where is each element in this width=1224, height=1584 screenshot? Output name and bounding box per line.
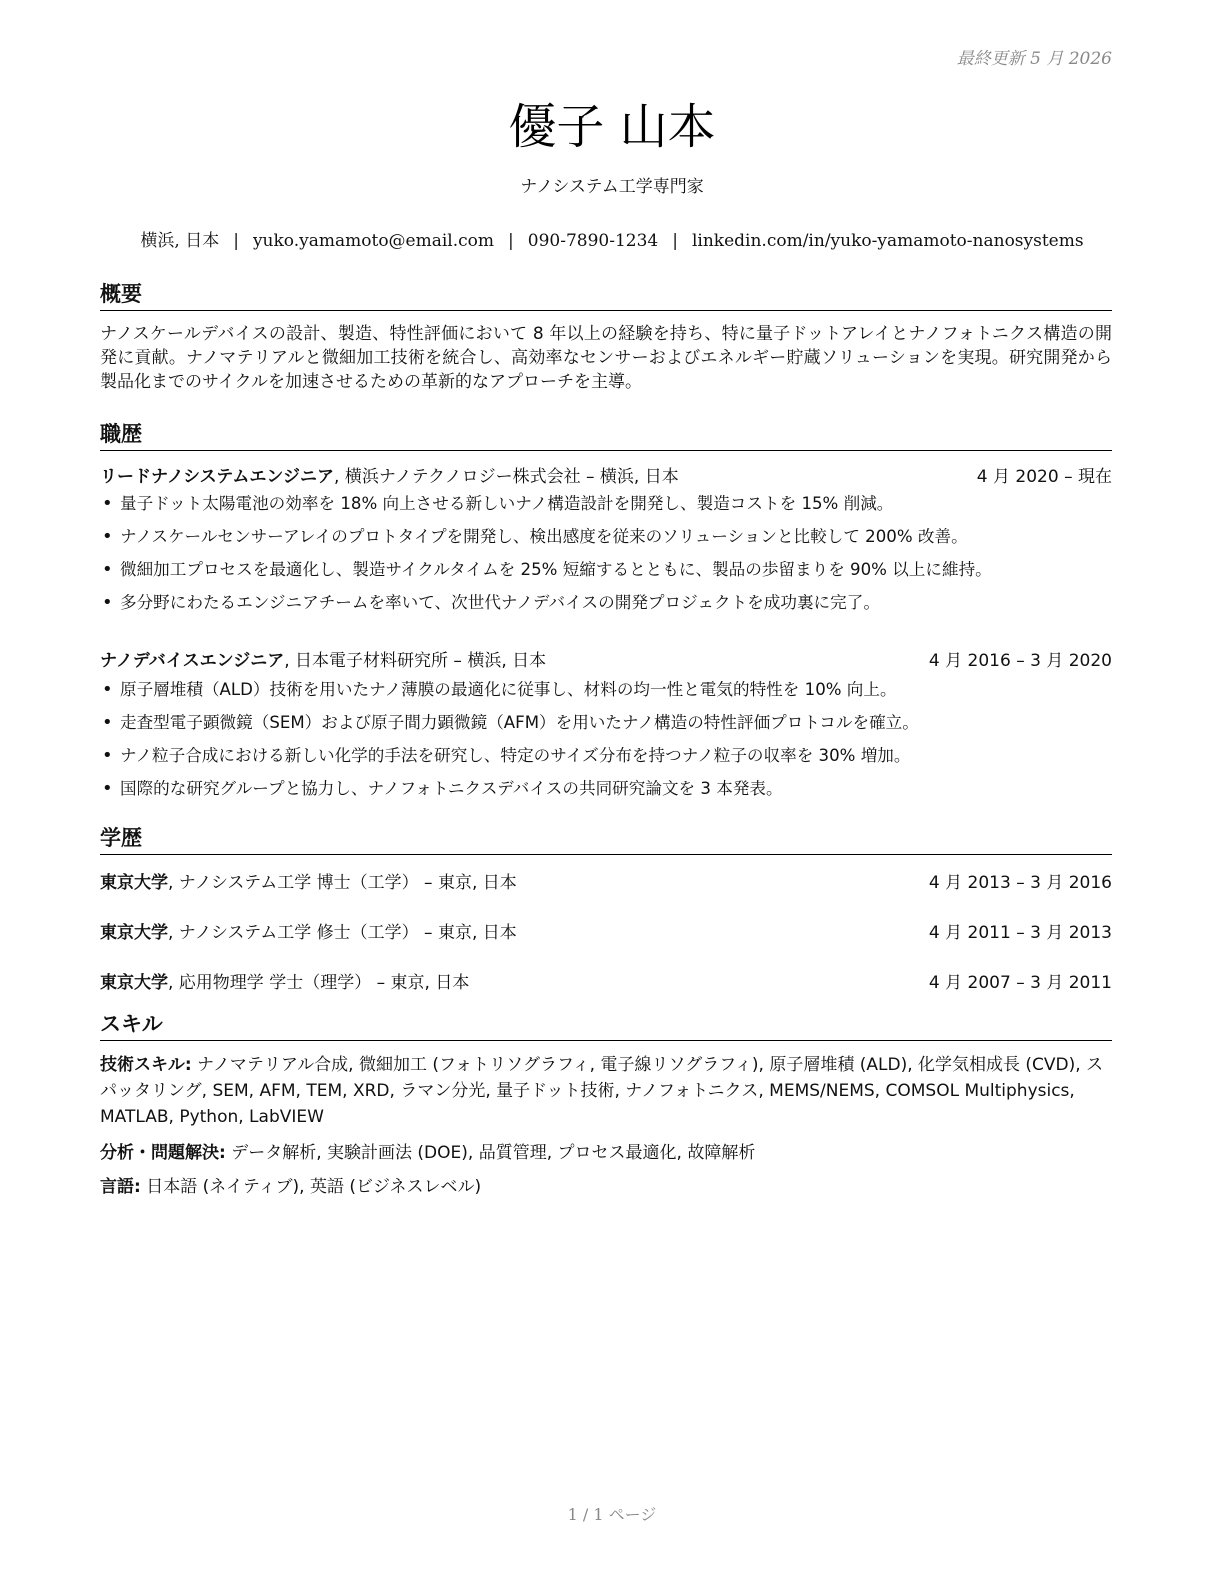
experience-section-title: 職歴 xyxy=(100,418,1112,451)
contact-separator: | xyxy=(508,231,514,251)
education-dates: 4 月 2013 – 3 月 2016 xyxy=(928,873,1112,893)
job-employer: , 日本電子材料研究所 – 横浜, 日本 xyxy=(284,651,547,671)
bullet-item: • 走査型電子顕微鏡（SEM）および原子間力顕微鏡（AFM）を用いたナノ構造の特性評価プロトコルを確立。 xyxy=(100,711,1120,744)
education-school: 東京大学 xyxy=(100,923,168,943)
skills-label: 技術スキル: xyxy=(100,1055,192,1075)
skills-line xyxy=(100,1052,1112,1130)
job-heading xyxy=(100,462,1112,487)
contact-line xyxy=(0,226,1224,251)
summary-text: ナノスケールデバイスの設計、製造、特性評価において 8 年以上の経験を持ち、特に量子ドットアレイとナノフォトニクス構造の開発に貢献。ナノマテリアルと微細加工技術を統合し、高効率なセンサーおよびエネルギー貯蔵ソリューションを実現。研究開発から製品化までのサイクルを加速させるための革新的なアプローチを主導。 xyxy=(100,324,1112,392)
education-degree: , ナノシステム工学 博士（工学） – 東京, 日本 xyxy=(168,873,517,893)
education-entry xyxy=(100,868,1112,893)
skills-text: 日本語 (ネイティブ), 英語 (ビジネスレベル) xyxy=(146,1177,482,1197)
skills-label: 分析・問題解決: xyxy=(100,1143,226,1163)
contact-separator: | xyxy=(233,231,239,251)
education-entry xyxy=(100,968,1112,993)
job-heading xyxy=(100,646,1112,671)
education-dates: 4 月 2007 – 3 月 2011 xyxy=(928,973,1112,993)
skills-text: データ解析, 実験計画法 (DOE), 品質管理, プロセス最適化, 故障解析 xyxy=(231,1143,756,1163)
job-position: リードナノシステムエンジニア xyxy=(100,467,335,487)
page-number: 1 / 1 ページ xyxy=(567,1505,657,1524)
education-entry xyxy=(100,918,1112,943)
candidate-role: ナノシステム工学専門家 xyxy=(520,177,704,197)
skills-text: ナノマテリアル合成, 微細加工 (フォトリソグラフィ, 電子線リソグラフィ), 原子層堆積 (ALD), 化学気相成長 (CVD), スパッタリング, SEM, AFM, TEM, XRD, ラマン分光, 量子ドット技術, ナノフォトニクス, MEMS/NEMS, COMSOL Multiphysics, MATLAB, Python, LabVIEW xyxy=(100,1055,1104,1127)
job-bullets xyxy=(100,492,1120,624)
bullet-item: • ナノ粒子合成における新しい化学的手法を研究し、特定のサイズ分布を持つナノ粒子の収率を 30% 増加。 xyxy=(100,744,1120,777)
skills-line xyxy=(100,1174,1112,1200)
education-school: 東京大学 xyxy=(100,973,168,993)
skills-label: 言語: xyxy=(100,1177,141,1197)
contact-linkedin[interactable]: linkedin.com/in/yuko-yamamoto-nanosystems xyxy=(691,231,1084,251)
candidate-name: 優子 山本 xyxy=(508,99,716,155)
job-dates: 4 月 2016 – 3 月 2020 xyxy=(928,651,1112,671)
job-position: ナノデバイスエンジニア xyxy=(100,651,285,671)
contact-email[interactable]: yuko.yamamoto@email.com xyxy=(252,231,495,251)
job-employer: , 横浜ナノテクノロジー株式会社 – 横浜, 日本 xyxy=(334,467,679,487)
bullet-item: • 微細加工プロセスを最適化し、製造サイクルタイムを 25% 短縮するとともに、製品の歩留まりを 90% 以上に維持。 xyxy=(100,558,1120,591)
job-bullets xyxy=(100,678,1120,810)
education-section-title: 学歴 xyxy=(100,822,1112,855)
education-school: 東京大学 xyxy=(100,873,168,893)
education-degree: , 応用物理学 学士（理学） – 東京, 日本 xyxy=(168,973,470,993)
contact-location: 横浜, 日本 xyxy=(140,231,220,251)
last-updated: 最終更新 5 月 2026 xyxy=(956,49,1112,69)
bullet-item: • 量子ドット太陽電池の効率を 18% 向上させる新しいナノ構造設計を開発し、製造コストを 15% 削減。 xyxy=(100,492,1120,525)
job-dates: 4 月 2020 – 現在 xyxy=(976,467,1112,487)
skills-section-title: スキル xyxy=(100,1008,1112,1041)
bullet-item: • 国際的な研究グループと協力し、ナノフォトニクスデバイスの共同研究論文を 3 本発表。 xyxy=(100,777,1120,810)
summary-section-title: 概要 xyxy=(100,278,1112,311)
contact-separator: | xyxy=(672,231,678,251)
skills-line xyxy=(100,1140,1112,1166)
contact-phone: 090-7890-1234 xyxy=(527,231,659,251)
education-dates: 4 月 2011 – 3 月 2013 xyxy=(928,923,1112,943)
bullet-item: • 多分野にわたるエンジニアチームを率いて、次世代ナノデバイスの開発プロジェクトを成功裏に完了。 xyxy=(100,591,1120,624)
bullet-item: • ナノスケールセンサーアレイのプロトタイプを開発し、検出感度を従来のソリューションと比較して 200% 改善。 xyxy=(100,525,1120,558)
education-degree: , ナノシステム工学 修士（工学） – 東京, 日本 xyxy=(168,923,517,943)
bullet-item: • 原子層堆積（ALD）技術を用いたナノ薄膜の最適化に従事し、材料の均一性と電気的特性を 10% 向上。 xyxy=(100,678,1120,711)
